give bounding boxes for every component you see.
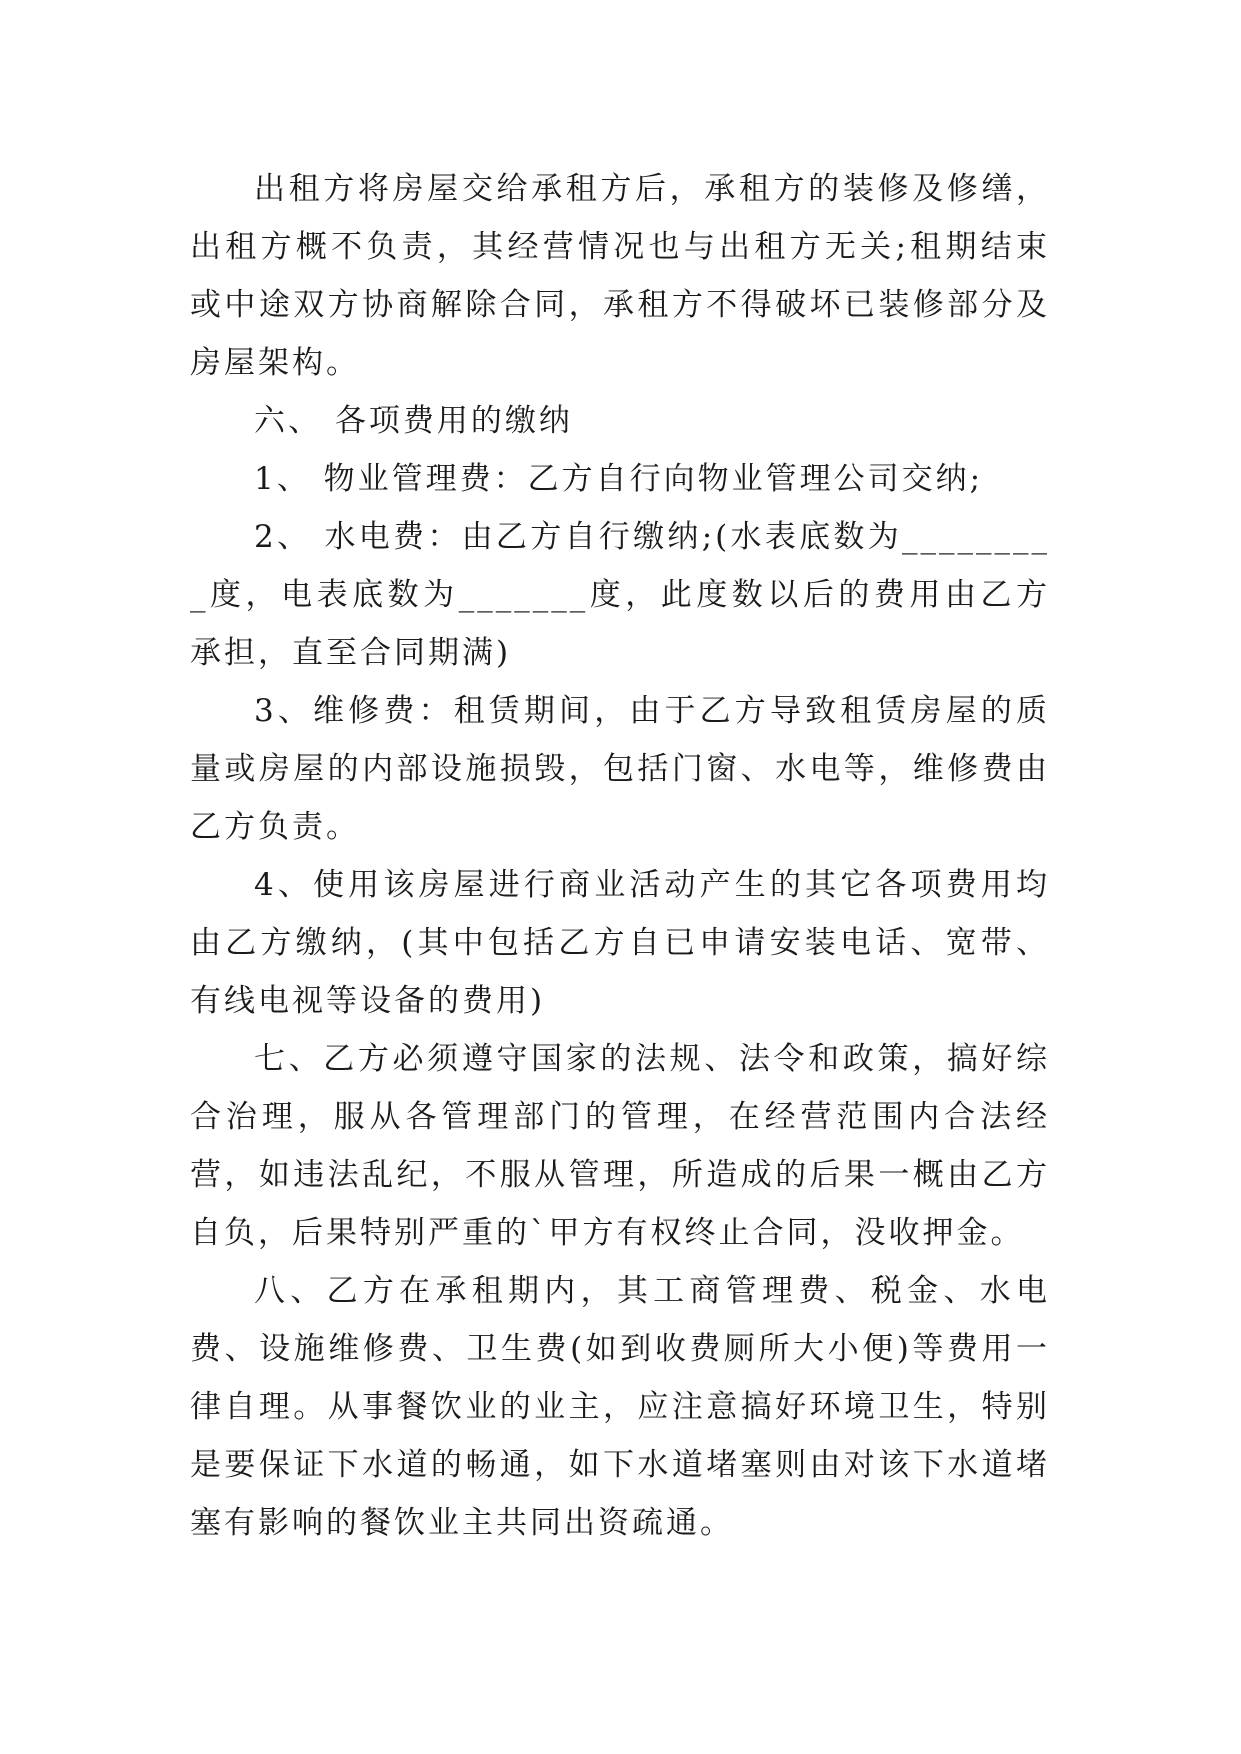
section-heading-fees: 六、 各项费用的缴纳 <box>254 403 573 439</box>
document-body <box>190 160 1050 1552</box>
paragraph-utility-fee: 2、 水电费：由乙方自行缴纳;(水表底数为_________度，电表底数为_______度，此度数以后的费用由乙方承担，直至合同期满) <box>190 519 1050 671</box>
paragraph-section-eight: 八、乙方在承租期内，其工商管理费、税金、水电费、设施维修费、卫生费(如到收费厕所大小便)等费用一律自理。从事餐饮业的业主，应注意搞好环境卫生，特别是要保证下水道的畅通，如下水道堵塞则由对该下水道堵塞有影响的餐饮业主共同出资疏通。 <box>190 1273 1050 1541</box>
paragraph-other-fees: 4、使用该房屋进行商业活动产生的其它各项费用均由乙方缴纳，(其中包括乙方自已申请安装电话、宽带、有线电视等设备的费用) <box>190 867 1050 1019</box>
paragraph-maintenance-fee: 3、维修费：租赁期间，由于乙方导致租赁房屋的质量或房屋的内部设施损毁，包括门窗、水电等，维修费由乙方负责。 <box>190 693 1050 845</box>
paragraph-section-seven: 七、乙方必须遵守国家的法规、法令和政策，搞好综合治理，服从各管理部门的管理，在经营范围内合法经营，如违法乱纪，不服从管理，所造成的后果一概由乙方自负，后果特别严重的`甲方有权终止合同，没收押金。 <box>190 1041 1050 1251</box>
paragraph-property-fee: 1、 物业管理费：乙方自行向物业管理公司交纳; <box>254 461 984 497</box>
paragraph-renovation: 出租方将房屋交给承租方后，承租方的装修及修缮，出租方概不负责，其经营情况也与出租方无关;租期结束或中途双方协商解除合同，承租方不得破坏已装修部分及房屋架构。 <box>190 171 1050 381</box>
